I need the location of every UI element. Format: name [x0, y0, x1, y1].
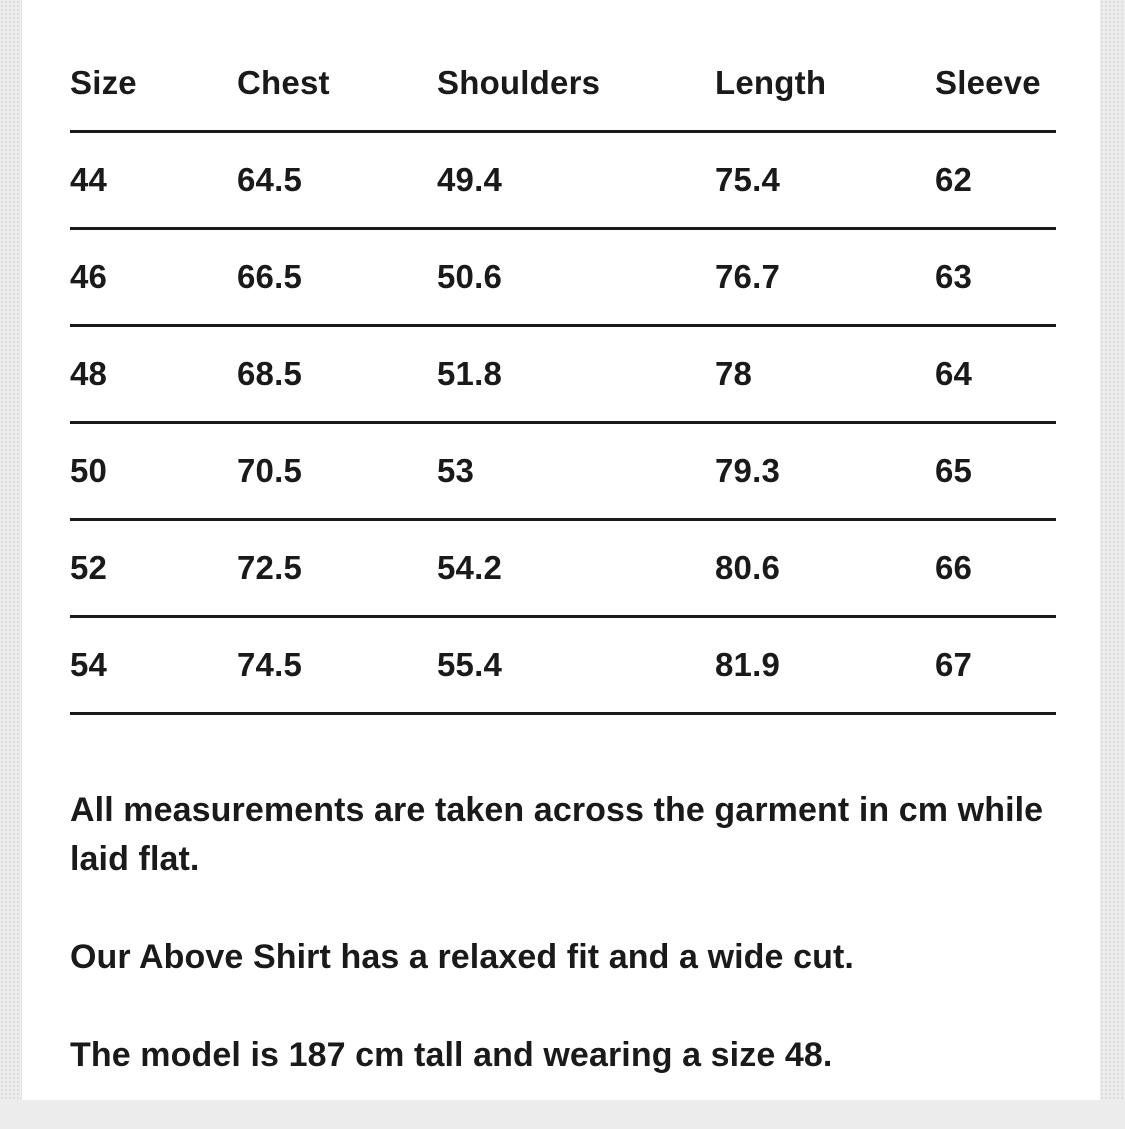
table-row: [70, 229, 1056, 326]
cell-shoulders: 55.4: [437, 617, 715, 714]
cell-size: 44: [70, 132, 237, 229]
cell-length: 75.4: [715, 132, 935, 229]
header-shoulders: Shoulders: [437, 36, 715, 132]
cell-sleeve: 66: [935, 520, 1056, 617]
cell-chest: 70.5: [237, 423, 437, 520]
header-length: Length: [715, 36, 935, 132]
table-row: [70, 423, 1056, 520]
cell-shoulders: 49.4: [437, 132, 715, 229]
table-row: [70, 617, 1056, 714]
cell-size: 48: [70, 326, 237, 423]
cell-sleeve: 67: [935, 617, 1056, 714]
page-edge-left: [0, 0, 22, 1100]
table-row: [70, 132, 1056, 229]
size-guide-page: [22, 0, 1100, 1100]
cell-sleeve: 64: [935, 326, 1056, 423]
header-sleeve: Sleeve: [935, 36, 1056, 132]
cell-shoulders: 51.8: [437, 326, 715, 423]
cell-shoulders: 54.2: [437, 520, 715, 617]
cell-chest: 72.5: [237, 520, 437, 617]
cell-length: 76.7: [715, 229, 935, 326]
cell-length: 78: [715, 326, 935, 423]
cell-size: 46: [70, 229, 237, 326]
table-row: [70, 326, 1056, 423]
table-row: [70, 520, 1056, 617]
cell-shoulders: 53: [437, 423, 715, 520]
table-header-row: [70, 36, 1056, 132]
cell-size: 52: [70, 520, 237, 617]
cell-chest: 66.5: [237, 229, 437, 326]
cell-length: 81.9: [715, 617, 935, 714]
cell-sleeve: 63: [935, 229, 1056, 326]
fit-notes: [70, 786, 1070, 1129]
cell-length: 80.6: [715, 520, 935, 617]
size-chart-table: [70, 36, 1056, 715]
fit-note: Our Above Shirt has a relaxed fit and a wide cut.: [70, 938, 854, 976]
cell-size: 50: [70, 423, 237, 520]
scrollbar-track[interactable]: [1100, 0, 1125, 1100]
measurement-note: All measurements are taken across the garment in cm while laid flat.: [70, 791, 1044, 878]
header-chest: Chest: [237, 36, 437, 132]
model-note: The model is 187 cm tall and wearing a size 48.: [70, 1036, 833, 1074]
cell-size: 54: [70, 617, 237, 714]
cell-length: 79.3: [715, 423, 935, 520]
cell-shoulders: 50.6: [437, 229, 715, 326]
header-size: Size: [70, 36, 237, 132]
cell-sleeve: 65: [935, 423, 1056, 520]
cell-chest: 74.5: [237, 617, 437, 714]
cell-chest: 64.5: [237, 132, 437, 229]
cell-chest: 68.5: [237, 326, 437, 423]
cell-sleeve: 62: [935, 132, 1056, 229]
